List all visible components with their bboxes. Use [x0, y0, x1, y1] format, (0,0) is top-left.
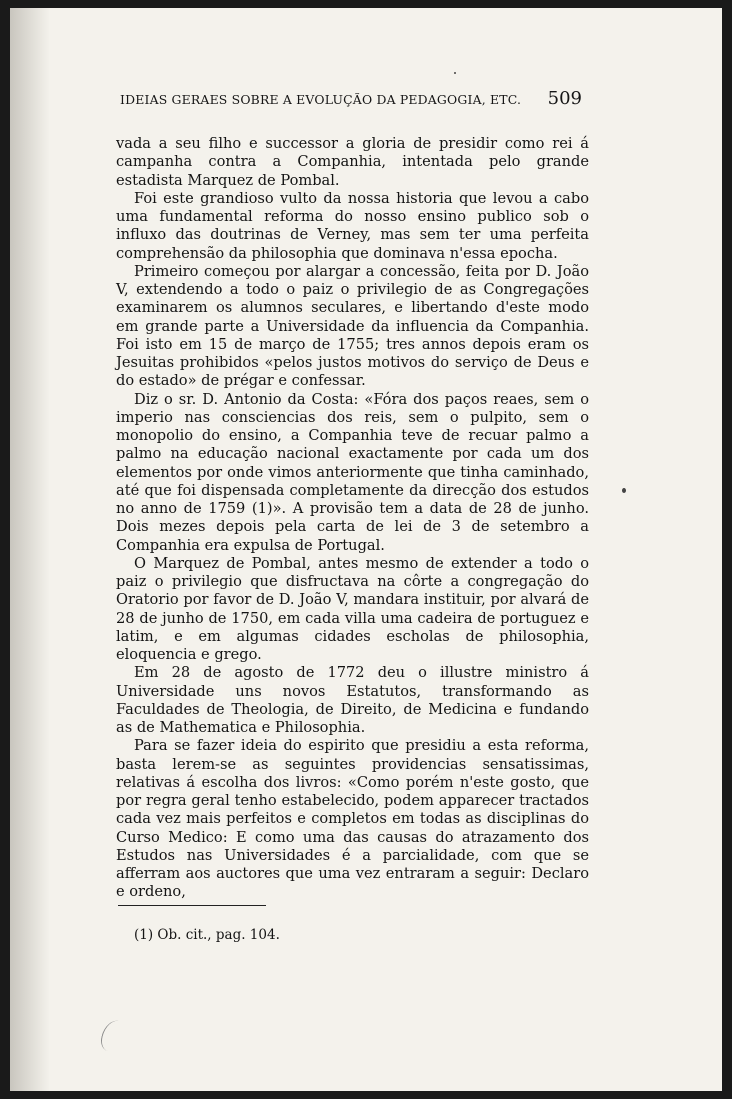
- ink-speck: [622, 488, 626, 493]
- paragraph-continued: vada a seu filho e successor a gloria de presidir como rei á campanha contra a Companhia, intentada pelo grande estadista Marquez de Pombal.: [116, 135, 589, 189]
- paragraph-costa-quote: Diz o sr. D. Antonio da Costa: «Fóra dos paços reaes, sem o imperio nas consciencias dos reis, sem o pulpito, sem o monopolio do ensino, a Companhia teve de recuar palmo a palmo na educação nacional exactamente por cada um dos elementos por onde vimos anteriormente que tinha caminhado, até que foi dispensada completamente da direcção dos estudos no anno de 1759 (1)». A provisão tem a data de 28 de junho. Dois mezes depois pela carta de lei de 3 de setembro a Companhia era expulsa de Portugal.: [116, 390, 589, 554]
- ink-speck: [454, 72, 456, 74]
- book-page: [10, 8, 722, 1091]
- footnote: (1) Ob. cit., pag. 104.: [134, 927, 280, 943]
- paragraph-books: Para se fazer ideia do espirito que presidiu a esta reforma, basta lerem-se as seguintes providencias sensatissimas, relativas á escolha dos livros: «Como porém n'este gosto, que por regra geral tenho estabelecido, podem apparecer tractados cada vez mais perfeitos e completos em todas as disciplinas do Curso Medico: E como uma das causas do atrazamento dos Estudos nas Universidades é a parcialidade, com que se afferram aos auctores que uma vez entraram a seguir: Declaro e ordeno,: [116, 737, 589, 901]
- paragraph-congregations: Primeiro começou por alargar a concessão, feita por D. João V, extendendo a todo o paiz o privilegio de as Congregações examinarem os alumnos seculares, e libertando d'este modo em grande parte a Universidade da influencia da Companhia. Foi isto em 15 de março de 1755; tres annos depois eram os Jesuitas prohibidos «pelos justos motivos do serviço de Deus e do estado» de prégar e confessar.: [116, 262, 589, 390]
- paragraph-pombal-schools: O Marquez de Pombal, antes mesmo de extender a todo o paiz o privilegio que disfructava na côrte a congregação do Oratorio por favor de D. João V, mandara instituir, por alvará de 28 de junho de 1750, em cada villa uma cadeira de portuguez e latim, e em algumas cidades escholas de philosophia, eloquencia e grego.: [116, 554, 589, 663]
- footnote-rule: [118, 905, 266, 906]
- body-text: [116, 135, 589, 902]
- paragraph-statutes: Em 28 de agosto de 1772 deu o illustre ministro á Universidade uns novos Estatutos, transformando as Faculdades de Theologia, de Direito, de Medicina e fundando as de Mathematica e Philosophia.: [116, 664, 589, 736]
- paper-scratch: [98, 1018, 128, 1055]
- page-number: 509: [547, 88, 582, 109]
- paragraph-reform: Foi este grandioso vulto da nossa historia que levou a cabo uma fundamental reforma do nosso ensino publico sob o influxo das doutrinas de Verney, mas sem ter uma perfeita comprehensão da philosophia que dominava n'essa epocha.: [116, 189, 589, 262]
- running-head: IDEIAS GERAES SOBRE A EVOLUÇÃO DA PEDAGOGIA, ETC.: [120, 92, 522, 107]
